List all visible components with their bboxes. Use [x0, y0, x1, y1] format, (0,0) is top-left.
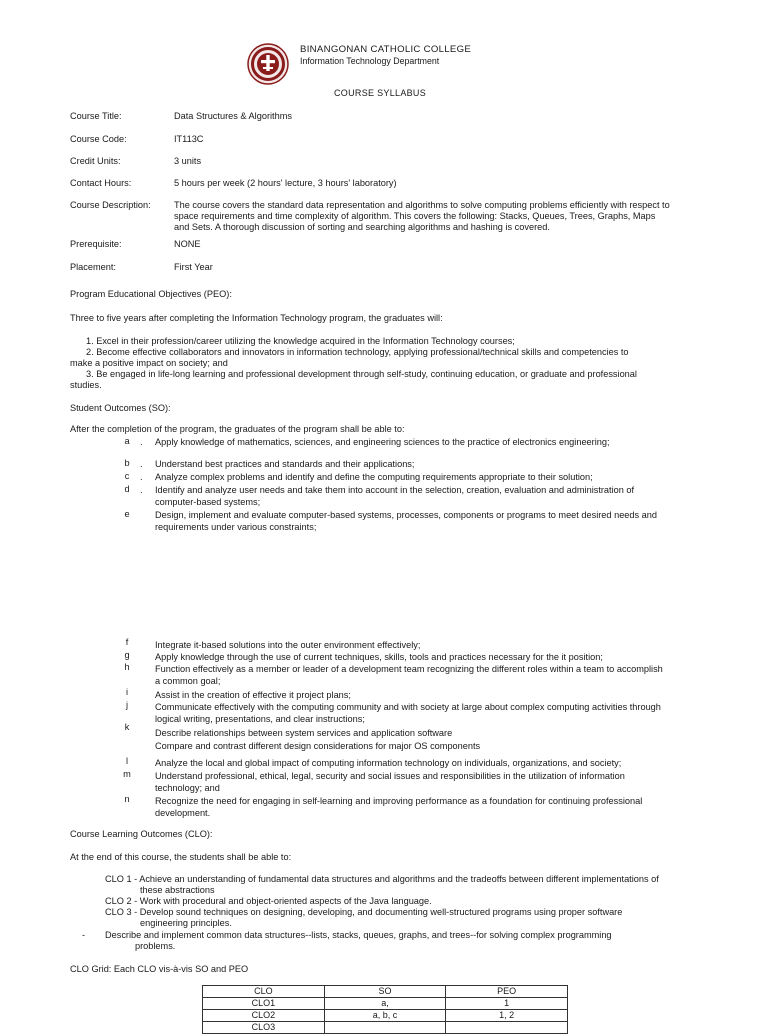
so-line: Analyze complex problems and identify and define the computing requirements appropriate to their solution; — [155, 472, 593, 482]
so-letter: f — [125, 637, 129, 647]
so-line: Analyze the local and global impact of computing information technology on individuals, organizations, and society; — [155, 758, 622, 768]
so-line: Recognize the need for engaging in self-learning and improving performance as a foundation for continuing professional — [155, 796, 643, 806]
so-letter: h — [124, 662, 130, 672]
clo-grid-cell: 1, 2 — [446, 1010, 568, 1022]
clo-dash-item — [105, 930, 705, 952]
so-item-text — [155, 770, 705, 794]
so-line: Apply knowledge through the use of current techniques, skills, tools and practices necessary for the it position; — [155, 652, 603, 662]
clo-dash-bullet: - — [82, 930, 86, 940]
so-line: a common goal; — [155, 676, 221, 686]
so-item-text — [155, 484, 705, 508]
clo-grid-table — [202, 985, 568, 1034]
peo-item-continued: studies. — [70, 380, 102, 390]
so-item-text — [155, 436, 705, 448]
clo-grid-row — [203, 1022, 568, 1034]
so-dot: . — [140, 437, 143, 447]
clo-dash-line: problems. — [135, 941, 176, 951]
clo-grid-header: SO — [324, 986, 446, 998]
so-heading: Student Outcomes (SO): — [70, 403, 171, 413]
so-letter: c — [124, 471, 130, 481]
prerequisite-value: NONE — [174, 239, 201, 249]
clo-grid-header-row — [203, 986, 568, 998]
so-dot: . — [140, 459, 143, 469]
so-line: computer-based systems; — [155, 497, 261, 507]
clo-grid-cell: CLO2 — [203, 1010, 325, 1022]
so-dot: . — [140, 485, 143, 495]
department-name: Information Technology Department — [300, 56, 440, 66]
so-letter: g — [124, 650, 130, 660]
so-letter: l — [125, 756, 129, 766]
clo-grid-cell — [446, 1022, 568, 1034]
contact-hours-label: Contact Hours: — [70, 178, 132, 188]
college-name: BINANGONAN CATHOLIC COLLEGE — [300, 44, 472, 55]
so-line: Understand best practices and standards and their applications; — [155, 459, 415, 469]
so-item-text — [155, 639, 705, 651]
so-line: Compare and contrast different design considerations for major OS components — [155, 741, 481, 751]
course-description-label: Course Description: — [70, 200, 151, 210]
so-item-text — [155, 458, 705, 470]
so-letter: j — [125, 700, 129, 710]
peo-item: 2. Become effective collaborators and innovators in information technology, applying professional/technical skills and competencies to — [86, 347, 629, 357]
so-letter: a — [124, 436, 130, 446]
clo-item-continued: engineering principles. — [140, 918, 232, 928]
clo-grid-header: CLO — [203, 986, 325, 998]
contact-hours-value: 5 hours per week (2 hours' lecture, 3 hours' laboratory) — [174, 178, 397, 188]
clo-grid-header: PEO — [446, 986, 568, 998]
so-intro: After the completion of the program, the graduates of the program shall be able to: — [70, 424, 405, 434]
so-letter: m — [123, 769, 131, 779]
so-line: Understand professional, ethical, legal, security and social issues and responsibilities in the utilization of information — [155, 771, 625, 781]
college-seal-logo — [247, 43, 289, 85]
clo-item: CLO 2 - Work with procedural and object-oriented aspects of the Java language. — [105, 896, 432, 906]
peo-item: 1. Excel in their profession/career utilizing the knowledge acquired in the Information Technology courses; — [86, 336, 515, 346]
clo-intro: At the end of this course, the students shall be able to: — [70, 852, 292, 862]
course-description-line: The course covers the standard data representation and algorithms to solve computing problems efficiently with respect to — [174, 200, 670, 210]
so-line: Apply knowledge of mathematics, sciences, and engineering sciences to the practice of electronics engineering; — [155, 437, 610, 447]
so-item-text — [155, 727, 705, 752]
clo-grid-cell — [324, 1022, 446, 1034]
so-item-text — [155, 471, 705, 483]
so-item-text — [155, 509, 705, 533]
so-letter: k — [124, 722, 130, 732]
peo-intro: Three to five years after completing the Information Technology program, the graduates will: — [70, 313, 443, 323]
so-line: Identify and analyze user needs and take them into account in the selection, creation, evaluation and administration of — [155, 485, 635, 495]
so-line: Function effectively as a member or leader of a development team recognizing the different roles within a team to accomplish — [155, 664, 663, 674]
prerequisite-label: Prerequisite: — [70, 239, 122, 249]
clo-list — [105, 874, 705, 929]
credit-units-label: Credit Units: — [70, 156, 121, 166]
so-line: technology; and — [155, 783, 220, 793]
so-item-text — [155, 651, 705, 663]
course-code-label: Course Code: — [70, 134, 127, 144]
so-letter: i — [125, 687, 129, 697]
clo-heading: Course Learning Outcomes (CLO): — [70, 829, 213, 839]
peo-heading: Program Educational Objectives (PEO): — [70, 289, 232, 299]
clo-grid-cell: 1 — [446, 998, 568, 1010]
so-line: development. — [155, 808, 211, 818]
placement-value: First Year — [174, 262, 213, 272]
so-item-text — [155, 663, 705, 687]
clo-item: CLO 3 - Develop sound techniques on designing, developing, and documenting well-structured programs using proper software — [105, 907, 623, 917]
so-dot: . — [140, 472, 143, 482]
peo-item-continued: make a positive impact on society; and — [70, 358, 228, 368]
so-item-text — [155, 689, 705, 701]
so-line: Assist in the creation of effective it project plans; — [155, 690, 351, 700]
clo-grid-row — [203, 998, 568, 1010]
course-code-value: IT113C — [174, 134, 204, 144]
clo-dash-line: Describe and implement common data structures--lists, stacks, queues, graphs, and trees--for solving complex programming — [105, 930, 612, 940]
so-line: Communicate effectively with the computing community and with society at large about complex computing activities through — [155, 702, 661, 712]
course-title-label: Course Title: — [70, 111, 122, 121]
credit-units-value: 3 units — [174, 156, 202, 166]
clo-grid-row — [203, 1010, 568, 1022]
so-line: requirements under various constraints; — [155, 522, 317, 532]
clo-grid-cell: a, — [324, 998, 446, 1010]
so-line: logical writing, presentations, and clear instructions; — [155, 714, 365, 724]
so-letter: d — [124, 484, 130, 494]
course-description-line: space requirements and time complexity of algorithm. This covers the following: Stacks, Queues, Trees, Graphs, Maps — [174, 211, 656, 221]
course-description-line: and Sets. A thorough discussion of sorting and searching algorithms and hashing is covered. — [174, 222, 550, 232]
so-item-text — [155, 701, 705, 725]
so-line: Design, implement and evaluate computer-based systems, processes, components or programs to meet desired needs and — [155, 510, 657, 520]
so-line: Describe relationships between system services and application software — [155, 728, 453, 738]
so-line: Integrate it-based solutions into the outer environment effectively; — [155, 640, 421, 650]
clo-grid-cell: CLO3 — [203, 1022, 325, 1034]
clo-item: CLO 1 - Achieve an understanding of fundamental data structures and algorithms and the tradeoffs between different implementations of — [105, 874, 659, 884]
so-letter: b — [124, 458, 130, 468]
so-item-text — [155, 795, 705, 819]
clo-grid-cell: CLO1 — [203, 998, 325, 1010]
so-letter: e — [124, 509, 130, 519]
clo-grid-caption: CLO Grid: Each CLO vis-à-vis SO and PEO — [70, 964, 249, 974]
clo-grid-cell: a, b, c — [324, 1010, 446, 1022]
peo-list — [70, 336, 706, 391]
peo-item: 3. Be engaged in life-long learning and professional development through self-study, continuing education, or graduate and professional — [86, 369, 637, 379]
document-title: COURSE SYLLABUS — [334, 88, 427, 98]
so-letter: n — [124, 794, 130, 804]
course-description — [174, 200, 704, 233]
clo-item-continued: these abstractions — [140, 885, 215, 895]
so-item-text — [155, 757, 705, 769]
placement-label: Placement: — [70, 262, 116, 272]
course-title-value: Data Structures & Algorithms — [174, 111, 292, 121]
